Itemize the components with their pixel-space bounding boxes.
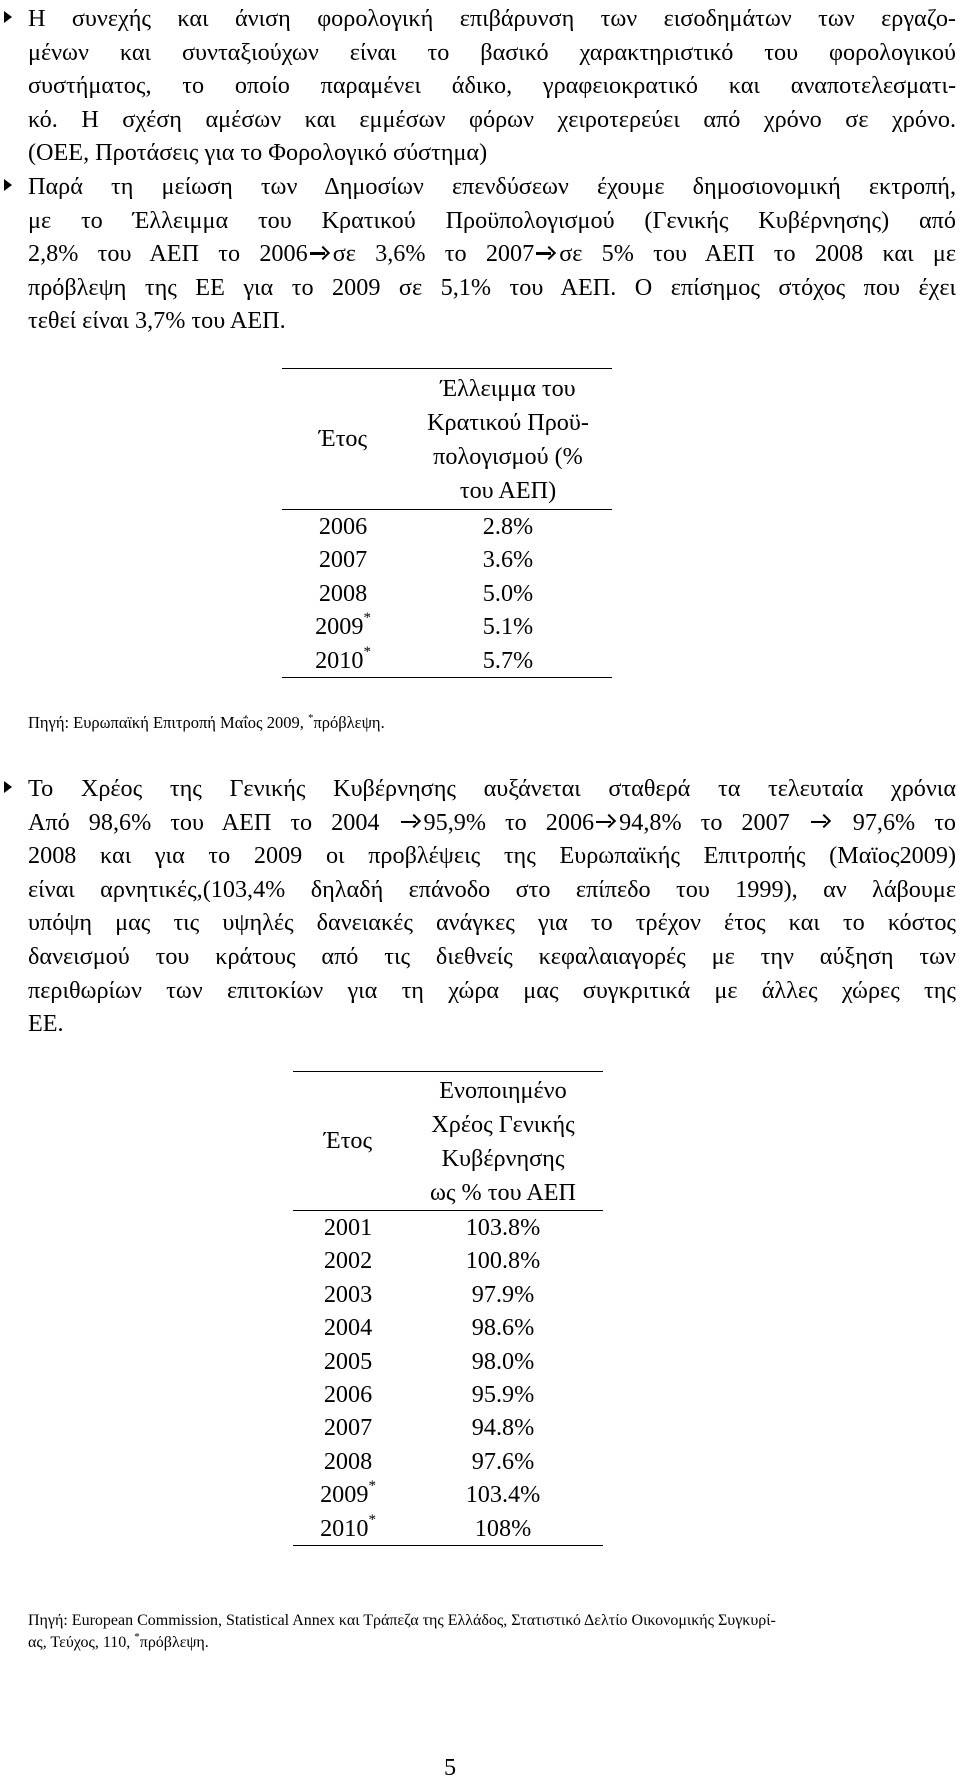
cell-value: 3.6%	[482, 546, 534, 574]
header-line: Κυβέρνησης	[441, 1145, 565, 1172]
triangle-bullet-icon	[4, 179, 12, 191]
header-year: Έτος	[323, 1127, 373, 1155]
cell-value: 103.8%	[465, 1214, 541, 1241]
deficit-table	[282, 368, 612, 678]
text-line: συστήματος, το οποίο παραμένει άδικο, γραφειοκρατικό και αναποτελεσματι-	[28, 72, 956, 100]
cell-year	[293, 1478, 403, 1511]
text-segment: Το Χρέος της Γενικής Κυβέρνησης αυξάνεται σταθερά τα τελευταία χρόνια	[28, 775, 956, 802]
table-header-row	[282, 369, 612, 510]
source-text: Πηγή: Ευρωπαϊκή Επιτροπή Μαΐος 2009,	[28, 713, 308, 732]
year-text: 2002	[323, 1247, 373, 1275]
text-line	[28, 204, 956, 238]
text-segment: 94,8% το 2007	[619, 808, 809, 836]
text-segment: με το Έλλειμμα του Κρατικού Προϋπολογισμού (Γενικής Κυβέρνησης) από	[28, 206, 956, 234]
cell-year	[293, 1345, 403, 1378]
text-line	[28, 906, 956, 940]
text-segment: υπόψη μας τις υψηλές δανειακές ανάγκες για το τρέχον έτος και το κόστος	[28, 909, 956, 937]
text-line	[28, 974, 956, 1008]
table-row	[293, 1512, 603, 1546]
right-arrow-icon	[596, 815, 616, 829]
footnote-star: *	[363, 610, 371, 627]
table-header-row	[293, 1072, 603, 1211]
cell-year	[293, 1411, 403, 1444]
source-note-deficit	[28, 712, 385, 734]
table-row	[293, 1211, 603, 1245]
cell-year	[293, 1244, 403, 1277]
text-segment: Παρά τη μείωση των Δημοσίων επενδύσεων έχουμε δημοσιονομική εκτροπή,	[28, 173, 956, 200]
text-line	[28, 237, 956, 271]
deficit-table-body	[282, 510, 612, 678]
text-segment: είναι αρνητικές,(103,4% δηλαδή επάνοδο στο επίπεδο του 1999), αν λάβουμε	[28, 875, 956, 903]
text-line: Η συνεχής και άνιση φορολογική επιβάρυνση των εισοδημάτων των εργαζο-	[28, 5, 956, 32]
text-segment: πρόβλεψη της ΕΕ για το 2009 σε 5,1% του ΑΕΠ. Ο επίσημος στόχος που έχει	[28, 273, 956, 301]
text-segment: σε 5% του ΑΕΠ το 2008 και με	[559, 240, 956, 268]
table-row	[282, 510, 612, 544]
cell-value: 94.8%	[471, 1414, 535, 1442]
text-line: μένων και συνταξιούχων είναι το βασικό χαρακτηριστικό του φορολογικού	[28, 38, 956, 66]
year-text: 2008	[318, 579, 368, 607]
year-text: 2009	[315, 613, 364, 641]
text-line: (ΟΕΕ, Προτάσεις για το Φορολογικό σύστημα)	[28, 139, 488, 167]
triangle-bullet-icon	[4, 11, 12, 23]
triangle-bullet-icon	[4, 781, 12, 793]
table-row	[282, 644, 612, 678]
text-line	[28, 806, 956, 840]
text-segment: περιθωρίων των επιτοκίων για τη χώρα μας συγκριτικά με άλλες χώρες της	[28, 976, 956, 1004]
cell-value: 5.0%	[482, 579, 534, 607]
source-suffix: πρόβλεψη.	[139, 1634, 209, 1651]
footnote-star: *	[307, 711, 314, 724]
cell-year	[282, 510, 404, 544]
cell-value: 100.8%	[465, 1247, 541, 1275]
header-line: Έλλειμμα του	[440, 375, 576, 402]
cell-value: 108%	[474, 1514, 532, 1542]
table-row	[293, 1478, 603, 1511]
table-row	[282, 610, 612, 643]
source-note-debt	[28, 1610, 954, 1654]
source-line: Πηγή: European Commission, Statistical Annex και Τράπεζα της Ελλάδος, Στατιστικό Δελτίο Οικονομικής Συγκυρί-	[28, 1612, 776, 1629]
header-debt-value	[403, 1072, 603, 1211]
cell-value: 5.7%	[482, 646, 534, 674]
paragraph-budget-deficit	[28, 170, 956, 338]
text-line	[28, 304, 956, 338]
year-text: 2004	[323, 1314, 373, 1342]
cell-year	[293, 1311, 403, 1344]
text-segment: δανεισμού του κράτους από τις διεθνείς κεφαλαιαγορές με την αύξηση των	[28, 942, 956, 970]
cell-value: 98.0%	[471, 1347, 535, 1375]
debt-table	[293, 1071, 603, 1546]
debt-table-body	[293, 1211, 603, 1546]
cell-year	[293, 1445, 403, 1478]
cell-year	[282, 610, 404, 643]
year-text: 2006	[323, 1381, 373, 1409]
right-arrow-icon	[536, 246, 556, 260]
year-text: 2007	[318, 546, 368, 574]
table-row	[293, 1278, 603, 1311]
paragraph-tax-burden	[28, 2, 956, 170]
text-segment: 95,9% το 2006	[423, 808, 595, 836]
table-row	[282, 543, 612, 576]
source-suffix: πρόβλεψη.	[313, 713, 385, 732]
cell-year	[282, 577, 404, 610]
header-deficit-value	[404, 369, 612, 510]
cell-value: 95.9%	[471, 1381, 535, 1409]
text-line	[28, 940, 956, 974]
cell-year	[293, 1211, 403, 1245]
text-line	[28, 772, 956, 806]
cell-year	[293, 1512, 403, 1546]
table-row	[293, 1244, 603, 1277]
source-text: ας, Τεύχος, 110,	[28, 1634, 135, 1651]
cell-value: 97.9%	[471, 1280, 535, 1308]
text-line	[28, 873, 956, 907]
header-line: του ΑΕΠ)	[459, 477, 557, 504]
source-line	[28, 1632, 954, 1654]
page-number: 5	[443, 1754, 457, 1781]
year-text: 2005	[323, 1347, 373, 1375]
year-text: 2001	[323, 1214, 373, 1241]
cell-year	[293, 1378, 403, 1411]
table-row	[282, 577, 612, 610]
table-row	[293, 1345, 603, 1378]
text-segment: σε 3,6% το 2007	[332, 240, 535, 268]
text-line	[28, 839, 956, 873]
text-segment: Από 98,6% του ΑΕΠ το 2004	[28, 808, 399, 836]
right-arrow-icon	[811, 815, 831, 829]
header-line: Χρέος Γενικής	[431, 1111, 575, 1138]
cell-value: 2.8%	[482, 513, 534, 540]
table-row	[293, 1445, 603, 1478]
cell-value: 97.6%	[471, 1447, 535, 1475]
header-line: πολογισμού (%	[433, 443, 583, 470]
paragraph-government-debt	[28, 772, 956, 1041]
cell-value: 98.6%	[471, 1314, 535, 1342]
text-segment: ΕΕ.	[28, 1010, 64, 1038]
header-line: ως % του ΑΕΠ	[430, 1179, 576, 1206]
text-segment: 2,8% του ΑΕΠ το 2006	[28, 240, 308, 268]
text-segment: τεθεί είναι 3,7% του ΑΕΠ.	[28, 307, 286, 335]
cell-value: 103.4%	[465, 1481, 541, 1509]
cell-year	[282, 543, 404, 576]
cell-value: 5.1%	[482, 613, 534, 641]
footnote-star: *	[368, 1511, 376, 1528]
table-row	[293, 1311, 603, 1344]
year-text: 2008	[323, 1447, 373, 1475]
footnote-star: *	[134, 1630, 140, 1643]
year-text: 2007	[323, 1414, 373, 1442]
text-line: κό. Η σχέση αμέσων και εμμέσων φόρων χειροτερεύει από χρόνο σε χρόνο.	[28, 105, 956, 133]
header-year: Έτος	[318, 425, 368, 453]
table-row	[293, 1411, 603, 1444]
footnote-star: *	[363, 643, 371, 660]
year-text: 2010	[315, 646, 364, 674]
text-line	[28, 170, 956, 204]
header-line: Κρατικού Προϋ-	[427, 409, 589, 436]
text-segment: 2008 και για το 2009 οι προβλέψεις της Ευρωπαϊκής Επιτροπής (Μαϊος2009)	[28, 842, 956, 870]
right-arrow-icon	[401, 815, 421, 829]
text-segment: 97,6% το	[833, 808, 957, 836]
cell-year	[282, 644, 404, 678]
year-text: 2003	[323, 1280, 373, 1308]
table-row	[293, 1378, 603, 1411]
text-line	[28, 271, 956, 305]
year-text: 2009	[320, 1481, 369, 1509]
right-arrow-icon	[310, 246, 330, 260]
footnote-star: *	[368, 1478, 376, 1495]
cell-year	[293, 1278, 403, 1311]
year-text: 2010	[320, 1514, 369, 1542]
text-line	[28, 1007, 956, 1041]
header-line: Ενοποιημένο	[439, 1077, 567, 1104]
year-text: 2006	[318, 513, 368, 540]
